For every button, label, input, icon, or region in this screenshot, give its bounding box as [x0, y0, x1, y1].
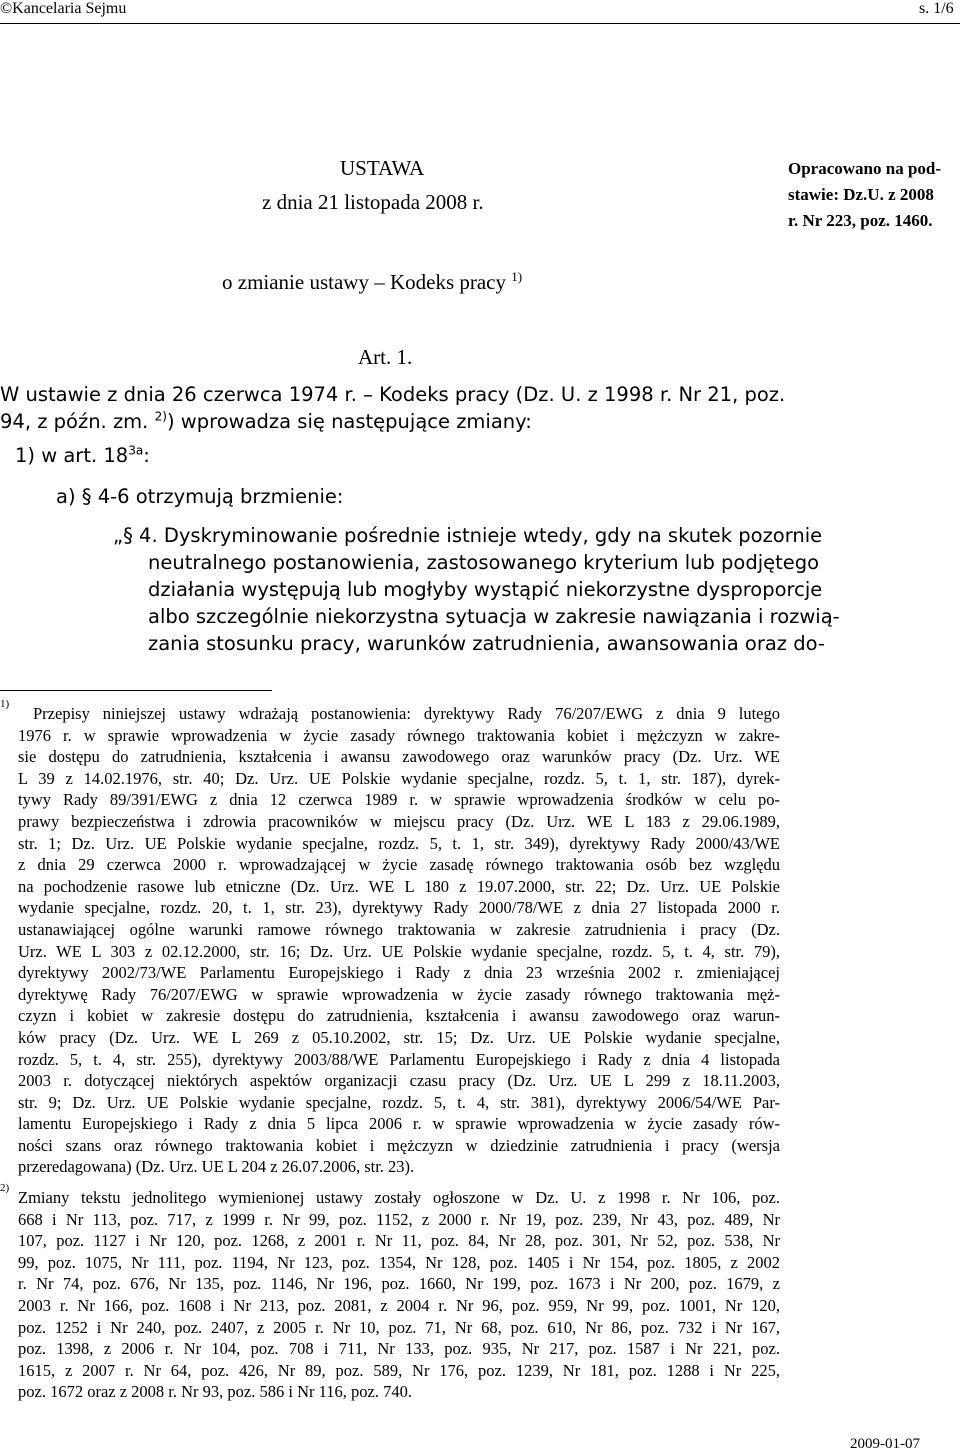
intro-line: W ustawie z dnia 26 czerwca 1974 r. – Kodeks pracy (Dz. U. z 1998 r. Nr 21, poz. — [0, 383, 786, 406]
footnote-line: dyrektywy 2002/73/WE Parlamentu Europejskiego i Rady z dnia 23 września 2002 r. zmieniającej — [18, 963, 780, 983]
footnote-line: str. 9; Dz. Urz. UE Polskie wydanie specjalne, rozdz. 5, t. 4, str. 381), dyrektywy 2006/54/WE Par- — [18, 1092, 780, 1112]
footnote-line: lamentu Europejskiego i Rady z dnia 5 lipca 2006 r. w sprawie wprowadzenia w życie zasady rów- — [18, 1114, 780, 1134]
footnote-line: tywy Rady 89/391/EWG z dnia 12 czerwca 1989 r. w sprawie wprowadzenia środków w celu po- — [18, 790, 780, 810]
page-number: s. 1/6 — [919, 0, 954, 17]
footnote-line: 107, poz. 1127 i Nr 120, poz. 1268, z 2001 r. Nr 11, poz. 84, Nr 28, poz. 301, Nr 52, poz. 538, Nr — [18, 1231, 780, 1251]
paragraph-line: zania stosunku pracy, warunków zatrudnienia, awansowania oraz do- — [148, 632, 825, 655]
footnote-2: 2) Zmiany tekstu jednolitego wymienionej ustawy zostały ogłoszone w Dz. U. z 1998 r. Nr 106, poz. 668 i Nr 113, poz. 717, z 1999 r. Nr 99, poz. 1152, z 2000 r. Nr 19, poz. 239, Nr 43, poz. 489, Nr 107, poz. 1127 i Nr 120, poz. 1268, z 2001 r. Nr 11, poz. 84, Nr 28, poz. 301, Nr 52, poz. 538, Nr 99, poz. 1075, Nr 111, poz. 1194, Nr 123, poz. 1354, Nr 128, poz. 1405 i Nr 154, poz. 1805, z 2002 r. Nr 74, poz. 676, Nr 135, poz. 1146, Nr 196, poz. 1660, Nr 199, poz. 1673 i Nr 200, poz. 1679, z 2003 r. Nr 166, poz. 1608 i Nr 213, poz. 2081, z 2004 r. Nr 96, poz. 959, Nr 99, poz. 1001, Nr 120, poz. 1252 i Nr 240, poz. 2407, z 2005 r. Nr 10, poz. 71, Nr 68, poz. 610, Nr 86, poz. 732 i Nr 167, poz. 1398, z 2006 r. Nr 104, poz. 708 i 711, Nr 133, poz. 935, Nr 217, poz. 1587 i Nr 221, poz. 1615, z 2007 r. Nr 64, poz. 426, Nr 89, poz. 589, Nr 176, poz. 1239, Nr 181, poz. 1288 i Nr 225, poz. 1672 oraz z 2008 r. Nr 93, poz. 586 i Nr 116, poz. 740. — [0, 1182, 780, 1402]
footnote-line: ków pracy (Dz. Urz. WE L 269 z 05.10.2002, str. 15; Dz. Urz. UE Polskie wydanie specjalne, — [18, 1027, 780, 1047]
footnote-line: 2003 r. Nr 166, poz. 1608 i Nr 213, poz. 2081, z 2004 r. Nr 96, poz. 959, Nr 99, poz. 1001, Nr 120, — [18, 1295, 780, 1315]
document-title: USTAWA — [340, 156, 425, 180]
article-heading: Art. 1. — [358, 345, 413, 369]
paragraph-line: neutralnego postanowienia, zastosowanego kryterium lub podjętego — [148, 551, 820, 574]
footnote-1: 1) Przepisy niniejszej ustawy wdrażają postanowienia: dyrektywy Rady 76/207/EWG z dnia 9 lutego 1976 r. w sprawie wprowadzenia w życie zasady równego traktowania kobiet i mężczyzn w zakre- sie dostępu do zatrudnienia, kształcenia i awansu zawodowego oraz warunków pracy (Dz. Urz. WE L 39 z 14.02.1976, str. 40; Dz. Urz. UE Polskie wydanie specjalne, rozdz. 5, t. 1, str. 187), dyrek- tywy Rady 89/391/EWG z dnia 12 czerwca 1989 r. w sprawie wprowadzenia środków w celu po- prawy bezpieczeństwa i zdrowia pracowników w miejscu pracy (Dz. Urz. WE L 183 z 29.06.1989, str. 1; Dz. Urz. UE Polskie wydanie specjalne, rozdz. 5, t. 1, str. 349), dyrektywy Rady 2000/43/WE z dnia 29 czerwca 2000 r. wprowadzającej w życie zasadę równego traktowania osób bez względu na pochodzenie rasowe lub etniczne (Dz. Urz. WE L 180 z 19.07.2000, str. 22; Dz. Urz. UE Polskie wydanie specjalne, rozdz. 20, t. 1, str. 23), dyrektywy Rady 2000/78/WE z dnia 27 listopada 2000 r. ustanawiającej ogólne warunki ramowe równego traktowania w zakresie zatrudnienia i pracy (Dz. Urz. WE L 303 z 02.12.2000, str. 16; Dz. Urz. UE Polskie wydanie specjalne, rozdz. 5, t. 4, str. 79), dyrektywy 2002/73/WE Parlamentu Europejskiego i Rady z dnia 23 września 2002 r. zmieniającej dyrektywę Rady 76/207/EWG w sprawie wprowadzenia w życie zasady równego traktowania męż- czyzn i kobiet w zakresie dostępu do zatrudnienia, kształcenia i awansu zawodowego oraz warun- ków pracy (Dz. Urz. WE L 269 z 05.10.2002, str. 15; Dz. Urz. UE Polskie wydanie specjalne, rozdz. 5, t. 4, str. 255), dyrektywy 2003/88/WE Parlamentu Europejskiego i Rady z dnia 4 listopada 2003 r. dotyczącej niektórych aspektów organizacji czasu pracy (Dz. Urz. UE L 299 z 18.11.2003, str. 9; Dz. Urz. UE Polskie wydanie specjalne, rozdz. 5, t. 4, str. 381), dyrektywy 2006/54/WE Par- lamentu Europejskiego i Rady z dnia 5 lipca 2006 r. w sprawie wprowadzenia w życie zasady rów- ności szans oraz równego traktowania kobiet i mężczyzn w dziedzinie zatrudnienia i pracy (wersja przeredagowana) (Dz. Urz. UE L 204 z 26.07.2006, str. 23). — [0, 698, 780, 1177]
footnote-line: prawy bezpieczeństwa i zdrowia pracowników w miejscu pracy (Dz. Urz. WE L 183 z 29.06.1989, — [18, 811, 780, 831]
source-note-line: stawie: Dz.U. z 2008 — [788, 185, 934, 204]
footnote-line: Zmiany tekstu jednolitego wymienionej ustawy zostały ogłoszone w Dz. U. z 1998 r. Nr 106, poz. — [18, 1188, 780, 1207]
document-subject — [222, 270, 522, 295]
footnote-divider — [0, 690, 272, 691]
footnote-line: ustanawiającej ogólne warunki ramowe równego traktowania w zakresie zatrudnienia i pracy (Dz. — [18, 919, 780, 939]
header-left-text: ©Kancelaria Sejmu — [0, 0, 127, 17]
intro-text: 94, z późn. zm. — [0, 410, 149, 433]
footnote-line: przeredagowana) (Dz. Urz. UE L 204 z 26.07.2006, str. 23). — [18, 1157, 415, 1177]
footnote-line: ności szans oraz równego traktowania kobiet i mężczyzn w dziedzinie zatrudnienia i pracy (wersja — [18, 1135, 780, 1155]
intro-text: ) wprowadza się następujące zmiany: — [166, 410, 532, 433]
list-subitem: a) § 4-6 otrzymują brzmienie: — [56, 485, 344, 508]
footnote-line: 668 i Nr 113, poz. 717, z 1999 r. Nr 99, poz. 1152, z 2000 r. Nr 19, poz. 239, Nr 43, poz. 489, Nr — [18, 1209, 780, 1229]
footnote-line: 1615, z 2007 r. Nr 64, poz. 426, Nr 89, poz. 589, Nr 176, poz. 1239, Nr 181, poz. 1288 i Nr 225, — [18, 1360, 780, 1380]
footnote-line: rozdz. 5, t. 4, str. 255), dyrektywy 2003/88/WE Parlamentu Europejskiego i Rady z dnia 4 listopada — [18, 1049, 780, 1069]
quoted-paragraph — [113, 522, 840, 657]
item-text: : — [143, 444, 150, 467]
footnote-line: r. Nr 74, poz. 676, Nr 135, poz. 1146, Nr 196, poz. 1660, Nr 199, poz. 1673 i Nr 200, poz. 1679, z — [18, 1274, 780, 1294]
list-item — [15, 444, 150, 467]
intro-line — [0, 410, 532, 433]
footnote-line: 2003 r. dotyczącej niektórych aspektów organizacji czasu pracy (Dz. Urz. UE L 299 z 18.11.2003, — [18, 1071, 780, 1091]
footer-date: 2009-01-07 — [850, 1436, 920, 1452]
header-divider — [0, 23, 960, 24]
paragraph-line: działania występują lub mogłyby wystąpić niekorzystne dysproporcje — [148, 578, 823, 601]
footnote-line: wydanie specjalne, rozdz. 20, t. 1, str. 23), dyrektywy Rady 2000/78/WE z dnia 27 listopada 2000 r. — [18, 898, 780, 918]
footnote-line: poz. 1252 i Nr 240, poz. 2407, z 2005 r. Nr 10, poz. 71, Nr 68, poz. 610, Nr 86, poz. 732 i Nr 167, — [18, 1317, 780, 1337]
paragraph-line: albo szczególnie niekorzystna sytuacja w zakresie nawiązania i rozwią- — [148, 605, 840, 628]
source-note-line: Opracowano na pod- — [788, 159, 942, 178]
item-text: 1) w art. 18 — [15, 444, 129, 467]
footnote-ref: 2) — [154, 409, 167, 424]
footnote-line: na pochodzenie rasowe lub etniczne (Dz. Urz. WE L 180 z 19.07.2000, str. 22; Dz. Urz. UE Polskie — [18, 876, 780, 896]
source-note-line: r. Nr 223, poz. 1460. — [788, 211, 933, 230]
footnote-line: czyzn i kobiet w zakresie dostępu do zatrudnienia, kształcenia i awansu zawodowego oraz warun- — [18, 1006, 780, 1026]
footnote-line: Urz. WE L 303 z 02.12.2000, str. 16; Dz. Urz. UE Polskie wydanie specjalne, rozdz. 5, t. 4, str. 79), — [18, 941, 780, 961]
source-note — [788, 156, 960, 234]
footnote-line: 1976 r. w sprawie wprowadzenia w życie zasady równego traktowania kobiet i mężczyzn w zakre- — [18, 725, 780, 745]
footnote-line: str. 1; Dz. Urz. UE Polskie wydanie specjalne, rozdz. 5, t. 1, str. 349), dyrektywy Rady 2000/43/WE — [18, 833, 780, 853]
footnote-line: poz. 1398, z 2006 r. Nr 104, poz. 708 i 711, Nr 133, poz. 935, Nr 217, poz. 1587 i Nr 221, poz. — [18, 1339, 780, 1359]
footnote-line: 99, poz. 1075, Nr 111, poz. 1194, Nr 123, poz. 1354, Nr 128, poz. 1405 i Nr 154, poz. 1805, z 2002 — [18, 1252, 780, 1272]
footnote-line: poz. 1672 oraz z 2008 r. Nr 93, poz. 586 i Nr 116, poz. 740. — [18, 1382, 412, 1402]
document-date: z dnia 21 listopada 2008 r. — [262, 190, 484, 214]
footnote-ref: 1) — [511, 269, 523, 284]
footnote-line: sie dostępu do zatrudnienia, kształcenia i awansu zawodowego oraz warunków pracy (Dz. Urz. WE — [18, 747, 780, 767]
footnote-line: L 39 z 14.02.1976, str. 40; Dz. Urz. UE Polskie wydanie specjalne, rozdz. 5, t. 1, str. 187), dyrek- — [18, 768, 780, 788]
superscript: 3a — [128, 443, 144, 458]
footnote-line: Przepisy niniejszej ustawy wdrażają postanowienia: dyrektywy Rady 76/207/EWG z dnia 9 lutego — [33, 704, 780, 723]
footnote-line: z dnia 29 czerwca 2000 r. wprowadzającej w życie zasadę równego traktowania osób bez względu — [18, 855, 780, 875]
footnote-line: dyrektywę Rady 76/207/EWG w sprawie wprowadzenia w życie zasady równego traktowania męż- — [18, 984, 780, 1004]
paragraph-line: „§ 4. Dyskryminowanie pośrednie istnieje wtedy, gdy na skutek pozornie — [113, 524, 823, 547]
subject-text: o zmianie ustawy – Kodeks pracy — [222, 270, 507, 294]
